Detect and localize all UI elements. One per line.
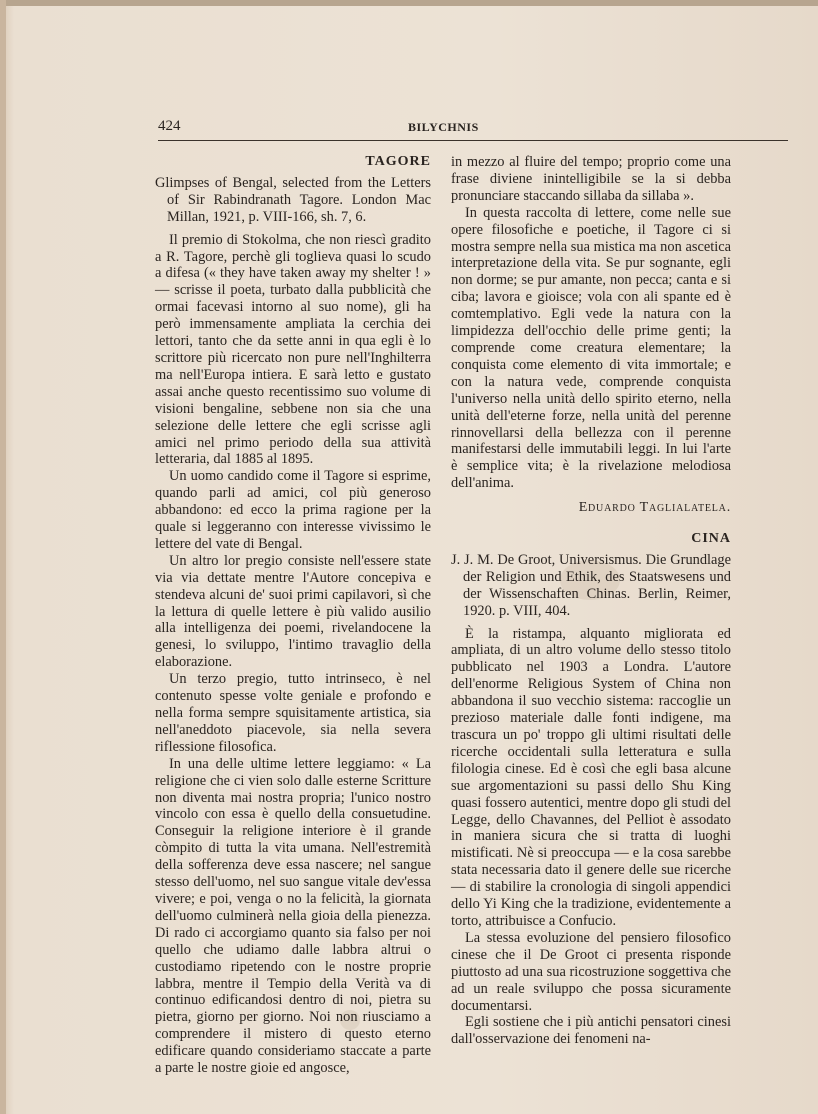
- paragraph: Un uomo candido come il Tagore si esprime, quando parli ad amici, col più generoso abbandono: ed ecco la prima ragione per la quale si leggeranno con interesse vivissimo le lettere del vate di Bengal.: [155, 468, 431, 552]
- paragraph: È la ristampa, alquanto migliorata ed ampliata, di un altro volume dello stesso titolo pubblicato nel 1903 a Londra. L'autore dell'enorme Religious System of China non abbandona il suo vecchio sistema: raccoglie un prezioso materiale dalle fonti indigene, ma trascura un po' troppo gli ultimi risultati delle ricerche occidentali sulla letteratura e sulla filologia cinese. Ed è così che egli basa alcune sue argomentazioni su passi dello Shu King quasi fossero autentici, mentre dopo gli studi del Legge, dello Chavannes, del Pelliot è assodato in maniera sicura che si tratta di luoghi mistificati. Nè si preoccupa — e la cosa sarebbe stata necessaria dato il genere delle sue ricerche — di stabilire la cronologia di singoli appendici dello Yi King che la tradizione, evidentemente a torto, attribuisce a Confucio.: [451, 625, 731, 929]
- paragraph: Un terzo pregio, tutto intrinseco, è nel contenuto spesse volte geniale e profondo e nella forma sempre squisitamente artistica, sia nell'aneddoto piacevole, sia nella severa riflessione filosofica.: [155, 671, 431, 755]
- page-top-edge: [0, 0, 818, 6]
- author-signature: Eduardo Taglialatela.: [578, 500, 731, 516]
- right-column: [451, 154, 731, 1048]
- paragraph: In questa raccolta di lettere, come nelle sue opere filosofiche e poetiche, il Tagore ci si mostra sempre nella sua mistica ma non ascetica interpretazione della vita. Se pur sognante, egli non dorme; se pur amante, non pecca; canta e si ciba; lavora e gioisce; vola con ali spante ed è comtemplativo. Egli vede la natura con la limpidezza dell'occhio delle prime genti; la comprende come creatura elementare; la conquista come elemento di vita immortale; e con la natura vede, comprende conquista l'universo nella unità dello spirito eterno, nella unità dell'eterne forze, nella unità del perenne rinnovellarsi della bellezza con il perenne manifestarsi delle immutabili leggi. In lui l'arte è semplice vita; è la rivelazione melodiosa dell'anima.: [451, 204, 731, 492]
- bibliographic-entry-tagore: Glimpses of Bengal, selected from the Letters of Sir Rabindranath Tagore. London Mac Millan, 1921, p. VIII-166, sh. 7, 6.: [155, 174, 431, 225]
- paragraph: in mezzo al fluire del tempo; proprio come una frase diviene inintelligibile se la si debba pronunciare staccando sillaba da sillaba ».: [451, 154, 731, 204]
- page-left-edge: [0, 0, 6, 1114]
- paragraph: Il premio di Stokolma, che non riescì gradito a R. Tagore, perchè gli toglieva quasi lo scudo a difesa (« they have taken away my shelter ! » — scrisse il poeta, turbato dalla pubblicità che ormai facevasi intorno al suo nome), gli ha però immensamente ampliata la cerchia dei lettori, tanto che da sette anni in qua egli è lo scrittore più ricercato non pure nell'Inghilterra ma nell'Europa intiera. E sarà letto e gustato assai anche questo recentissimo suo volume di visioni bengaline, sebbene non sia che una selezione delle lettere che egli scrisse agli amici nel primo periodo della sua attività letteraria, dal 1885 al 1895.: [155, 231, 431, 468]
- left-column: [155, 154, 431, 1077]
- page-number: 424: [158, 118, 181, 134]
- section-title-tagore: TAGORE: [365, 154, 431, 169]
- page-header: [158, 116, 788, 141]
- bibliographic-entry-cina: J. J. M. De Groot, Universismus. Die Grundlage der Religion und Ethik, des Staatswesens und der Wissenschaften Chinas. Berlin, Reimer, 1920. p. VIII, 404.: [451, 551, 731, 619]
- section-title-cina: CINA: [691, 531, 731, 547]
- paragraph: Egli sostiene che i più antichi pensatori cinesi dall'osservazione dei fenomeni na-: [451, 1014, 731, 1048]
- paragraph: In una delle ultime lettere leggiamo: « La religione che ci vien solo dalle esterne Scritture non diventa mai nostra propria; l'unico nostro vincolo con essa è quello della consuetudine. Conseguir la religione interiore è il grande còmpito di tutta la vita umana. Nell'estremità della sofferenza deve essa nascere; nel sangue stesso dell'uomo, nel suo sangue vitale dev'essa vivere; e poi, venga o no la felicità, la giornata dell'uomo culminerà nella gioia della pienezza. Di rado ci accorgiamo quanto sia falso per noi quello che udiamo dalle labbra altrui o custodiamo ripetendo con le nostre proprie labbra, mentre il Tempio della Verità va di continuo edificandosi dentro di noi, pietra su pietra, giorno per giorno. Noi non riusciamo a comprendere il mistero di questo eterno edificare quando consideriamo staccate a parte a parte le nostre gioie ed angosce,: [155, 755, 431, 1077]
- paragraph: Un altro lor pregio consiste nell'essere state via via dettate mentre l'Autore concepiva e stendeva alcuni de' suoi primi capilavori, sì che la lettura di quelle lettere è più valido ausilio alla intelligenza dei poemi, rivelandocene la genesi, lo sviluppo, l'intimo travaglio della elaborazione.: [155, 552, 431, 671]
- running-head: BILYCHNIS: [408, 120, 479, 134]
- paragraph: La stessa evoluzione del pensiero filosofico cinese che il De Groot ci presenta risponde piuttosto ad una sua ricostruzione soggettiva che ad un reale sviluppo che possa sicuramente documentarsi.: [451, 929, 731, 1014]
